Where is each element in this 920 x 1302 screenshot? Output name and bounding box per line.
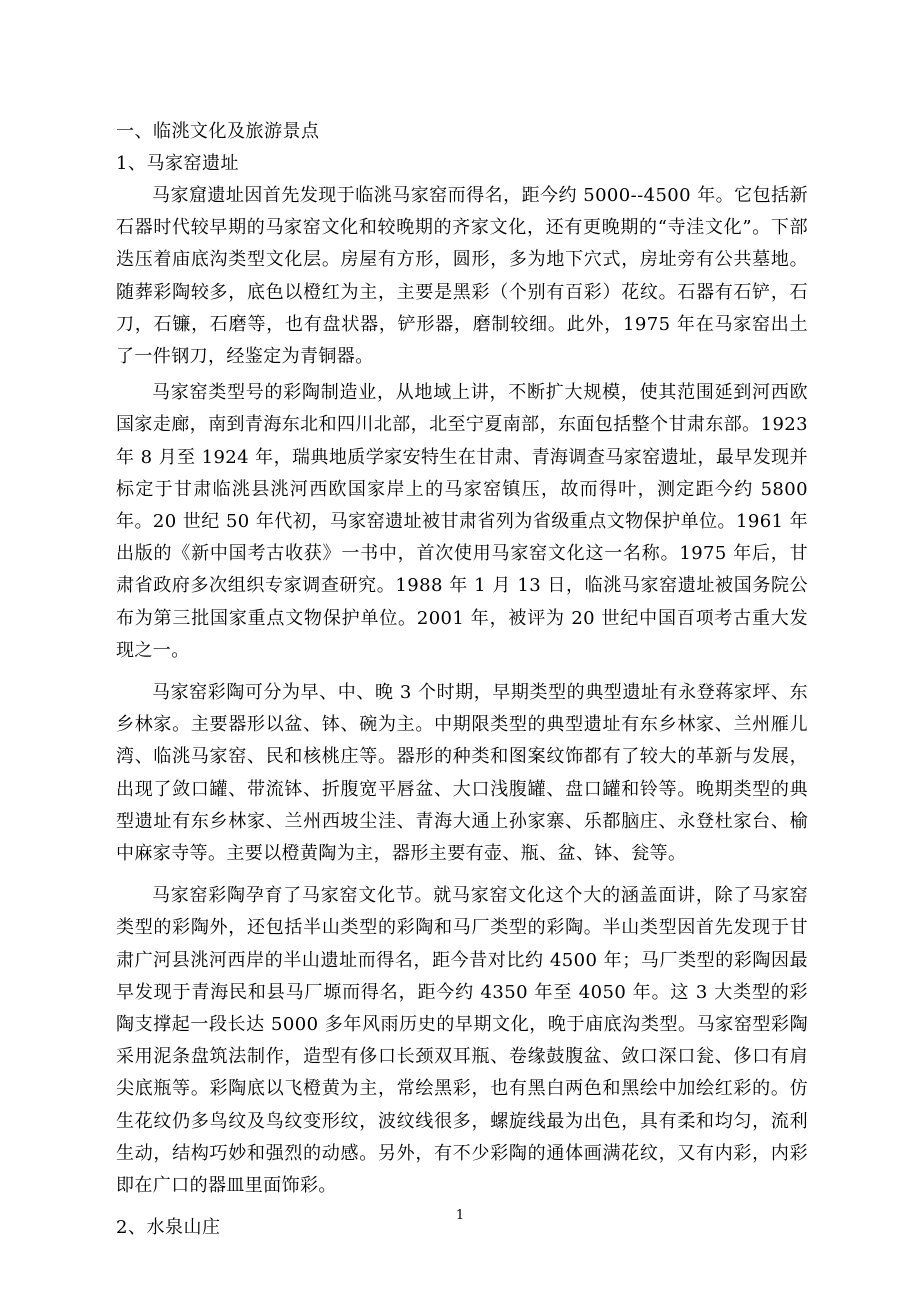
paragraph-4: 马家窑彩陶孕育了马家窑文化节。就马家窑文化这个大的涵盖面讲，除了马家窑类型的彩陶外，还包括半山类型的彩陶和马厂类型的彩陶。半山类型因首先发现于甘肃广河县洮河西岸的半山遗址而得名，距今昔对比约 4500 年；马厂类型的彩陶因最早发现于青海民和县马厂塬而得名，距今约 4350 年至 4050 年。这 3 大类型的彩陶支撑起一段长达 5000 多年风雨历史的早期文化，晚于庙底沟类型。马家窑型彩陶采用泥条盘筑法制作，造型有侈口长颈双耳瓶、卷缘鼓腹盆、敛口深口瓮、侈口有肩尖底瓶等。彩陶底以飞橙黄为主，常绘黑彩，也有黑白两色和黑绘中加绘红彩的。仿生花纹仍多鸟纹及鸟纹变形纹，波纹线很多，螺旋线最为出色，具有柔和均匀，流利生动，结构巧妙和强烈的动感。另外，有不少彩陶的通体画满花纹，又有内彩，内彩即在广口的器皿里面饰彩。 (116, 885, 808, 1197)
section-title: 一、临洮文化及旅游景点 (116, 121, 320, 142)
document-body (116, 116, 808, 1244)
paragraph-2: 马家窑类型号的彩陶制造业，从地域上讲，不断扩大规模，使其范围延到河西欧国家走廊，南到青海东北和四川北部，北至宁夏南部，东面包括整个甘肃东部。1923 年 8 月至 1924 年，瑞典地质学家安特生在甘肃、青海调查马家窑遗址，最早发现并标定于甘肃临洮县洮河西欧国家岸上的马家窑镇压，故而得叶，测定距今约 5800 年。20 世纪 50 年代初，马家窑遗址被甘肃省列为省级重点文物保护单位。1961 年出版的《新中国考古收获》一书中，首次使用马家窑文化这一名称。1975 年后，甘肃省政府多次组织专家调查研究。1988 年 1 月 13 日，临洮马家窑遗址被国务院公布为第三批国家重点文物保护单位。2001 年，被评为 20 世纪中国百项考古重大发现之一。 (116, 382, 808, 661)
subsection-title-shuiquan: 2、水泉山庄 (116, 1217, 221, 1239)
subsection-title-majiayao: 1、马家窑遗址 (116, 153, 239, 174)
page-number: 1 (455, 1208, 465, 1223)
paragraph-1: 马家窟遗址因首先发现于临洮马家窑而得名，距今约 5000--4500 年。它包括新石器时代较早期的马家窑文化和较晚期的齐家文化，还有更晚期的“寺洼文化”。下部迭压着庙底沟类型文化层。房屋有方形，圆形，多为地下穴式，房址旁有公共墓地。随葬彩陶较多，底色以橙红为主，主要是黑彩（个别有百彩）花纹。石器有石铲，石刀，石镰，石磨等，也有盘状器，铲形器，磨制较细。此外，1975 年在马家窑出土了一件钢刀，经鉴定为青铜器。 (116, 185, 808, 368)
paragraph-3: 马家窑彩陶可分为早、中、晚 3 个时期，早期类型的典型遗址有永登蒋家坪、东乡林家。主要器形以盆、钵、碗为主。中期限类型的典型遗址有东乡林家、兰州雁儿湾、临洮马家窑、民和核桃庄等。器形的种类和图案纹饰都有了较大的革新与发展，出现了敛口罐、带流钵、折腹宽平唇盆、大口浅腹罐、盘口罐和铃等。晚期类型的典型遗址有东乡林家、兰州西坡尘洼、青海大通上孙家寨、乐都脑庄、永登杜家台、榆中麻家寺等。主要以橙黄陶为主，器形主要有壶、瓶、盆、钵、瓮等。 (116, 682, 808, 865)
